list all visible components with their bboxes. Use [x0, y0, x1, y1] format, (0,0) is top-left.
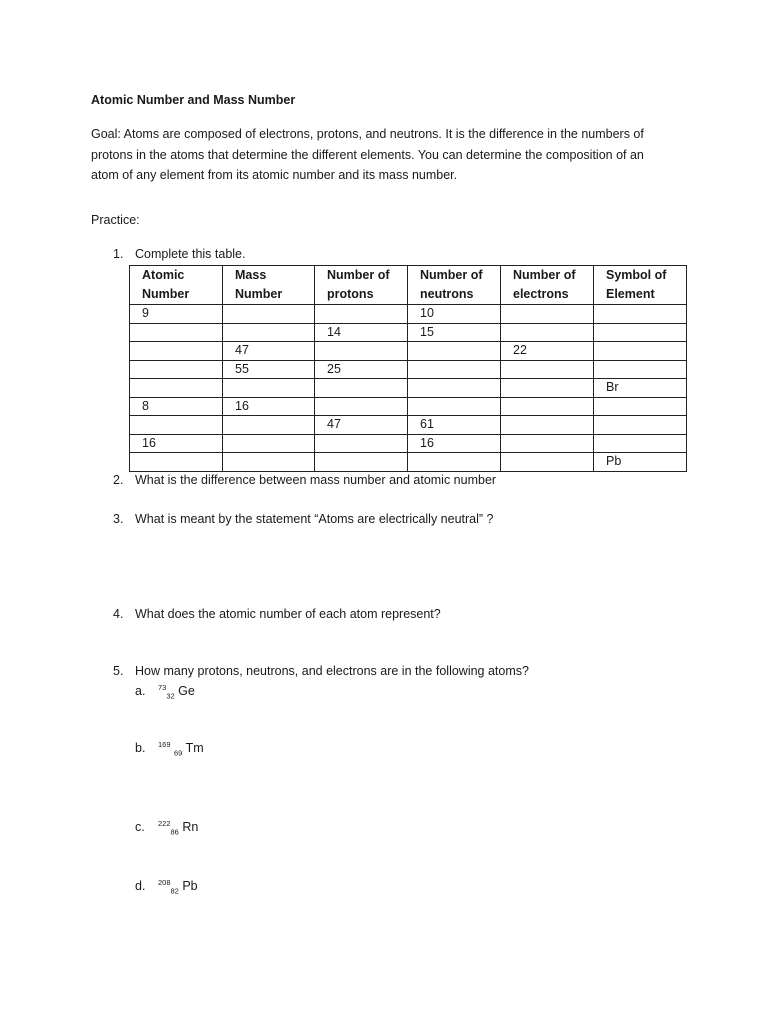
atomic-number: 32	[166, 691, 175, 701]
table-cell[interactable]: 22	[501, 342, 594, 361]
table-row	[130, 305, 687, 324]
item-letter: b.	[135, 741, 146, 755]
table-cell[interactable]	[501, 434, 594, 453]
table-cell[interactable]	[130, 416, 223, 435]
table-cell[interactable]	[408, 397, 501, 416]
table-cell[interactable]	[315, 342, 408, 361]
table-cell[interactable]	[130, 379, 223, 398]
mass-number: 169	[158, 739, 171, 749]
goal-paragraph: Goal: Atoms are composed of electrons, protons, and neutrons. It is the difference in the numbers of protons in the atoms that determine the different elements. You can determine the composition of an atom of any element from its atomic number and its mass number.	[91, 127, 644, 182]
table-cell[interactable]	[315, 453, 408, 472]
table-cell[interactable]	[594, 360, 687, 379]
question-text: Complete this table.	[135, 247, 246, 261]
table-cell[interactable]	[223, 416, 315, 435]
element-symbol: Tm	[185, 741, 204, 755]
table-cell[interactable]	[315, 379, 408, 398]
table-cell[interactable]	[501, 379, 594, 398]
mass-number: 73	[158, 682, 167, 692]
table-row	[130, 360, 687, 379]
table-cell[interactable]	[594, 342, 687, 361]
table-cell[interactable]	[130, 360, 223, 379]
table-cell[interactable]	[594, 305, 687, 324]
question-number: 1.	[113, 247, 124, 261]
worksheet-title: Atomic Number and Mass Number	[91, 93, 296, 107]
question-text: How many protons, neutrons, and electrons are in the following atoms?	[135, 664, 529, 678]
question-text: What is the difference between mass number and atomic number	[135, 473, 497, 487]
table-row	[130, 416, 687, 435]
table-cell[interactable]	[223, 305, 315, 324]
table-cell[interactable]: 16	[223, 397, 315, 416]
table-header-row	[130, 266, 687, 305]
table-cell[interactable]	[594, 323, 687, 342]
table-cell[interactable]	[501, 305, 594, 324]
table-cell[interactable]	[408, 342, 501, 361]
question-text: What does the atomic number of each atom represent?	[135, 607, 441, 621]
table-cell[interactable]: Pb	[594, 453, 687, 472]
table-cell[interactable]	[315, 434, 408, 453]
table-cell[interactable]	[501, 360, 594, 379]
question-text: What is meant by the statement “Atoms are electrically neutral” ?	[135, 512, 494, 526]
table-cell[interactable]	[130, 342, 223, 361]
table-cell[interactable]	[223, 453, 315, 472]
table-cell[interactable]: 47	[315, 416, 408, 435]
table-cell[interactable]	[315, 397, 408, 416]
atomic-number: 69	[174, 748, 183, 758]
table-cell[interactable]: 25	[315, 360, 408, 379]
table-cell[interactable]	[501, 323, 594, 342]
table-cell[interactable]	[130, 323, 223, 342]
table-cell[interactable]	[315, 305, 408, 324]
element-symbol: Ge	[178, 684, 195, 698]
table-cell[interactable]	[408, 379, 501, 398]
question-number: 2.	[113, 473, 124, 487]
table-cell[interactable]	[501, 397, 594, 416]
isotope-notation	[158, 739, 204, 758]
table-cell[interactable]: 61	[408, 416, 501, 435]
table-cell[interactable]: 8	[130, 397, 223, 416]
isotope-notation	[158, 877, 198, 896]
mass-number: 222	[158, 818, 171, 828]
table-cell[interactable]	[408, 453, 501, 472]
practice-label: Practice:	[91, 213, 140, 227]
item-letter: c.	[135, 820, 145, 834]
table-row	[130, 342, 687, 361]
element-symbol: Rn	[182, 820, 199, 834]
table-cell[interactable]	[408, 360, 501, 379]
mass-number: 208	[158, 877, 171, 887]
header-mass-number: Mass Number	[223, 266, 315, 305]
table-cell[interactable]	[501, 416, 594, 435]
table-cell[interactable]	[130, 453, 223, 472]
table-cell[interactable]: 16	[130, 434, 223, 453]
table-row	[130, 397, 687, 416]
question-number: 5.	[113, 664, 124, 678]
header-protons: Number of protons	[315, 266, 408, 305]
isotope-notation	[158, 682, 195, 701]
table-cell[interactable]	[223, 323, 315, 342]
table-row	[130, 323, 687, 342]
header-electrons: Number of electrons	[501, 266, 594, 305]
table-cell[interactable]	[594, 397, 687, 416]
atomic-number: 82	[170, 886, 179, 896]
header-neutrons: Number of neutrons	[408, 266, 501, 305]
isotope-notation	[158, 818, 199, 837]
item-letter: a.	[135, 684, 146, 698]
atomic-number: 86	[170, 827, 179, 837]
table-cell[interactable]: Br	[594, 379, 687, 398]
table-cell[interactable]	[594, 416, 687, 435]
table-cell[interactable]: 9	[130, 305, 223, 324]
table-row	[130, 434, 687, 453]
table-cell[interactable]: 55	[223, 360, 315, 379]
header-symbol: Symbol of Element	[594, 266, 687, 305]
element-symbol: Pb	[182, 879, 198, 893]
table-row	[130, 453, 687, 472]
table-cell[interactable]: 14	[315, 323, 408, 342]
header-atomic-number: Atomic Number	[130, 266, 223, 305]
table-cell[interactable]	[594, 434, 687, 453]
question-number: 3.	[113, 512, 124, 526]
table-cell[interactable]: 15	[408, 323, 501, 342]
table-row	[130, 379, 687, 398]
table-cell[interactable]: 16	[408, 434, 501, 453]
question-number: 4.	[113, 607, 124, 621]
table-cell[interactable]	[223, 379, 315, 398]
table-cell[interactable]	[223, 434, 315, 453]
table-cell[interactable]: 47	[223, 342, 315, 361]
atom-table	[129, 265, 687, 472]
table-cell[interactable]	[501, 453, 594, 472]
table-cell[interactable]: 10	[408, 305, 501, 324]
item-letter: d.	[135, 879, 146, 893]
